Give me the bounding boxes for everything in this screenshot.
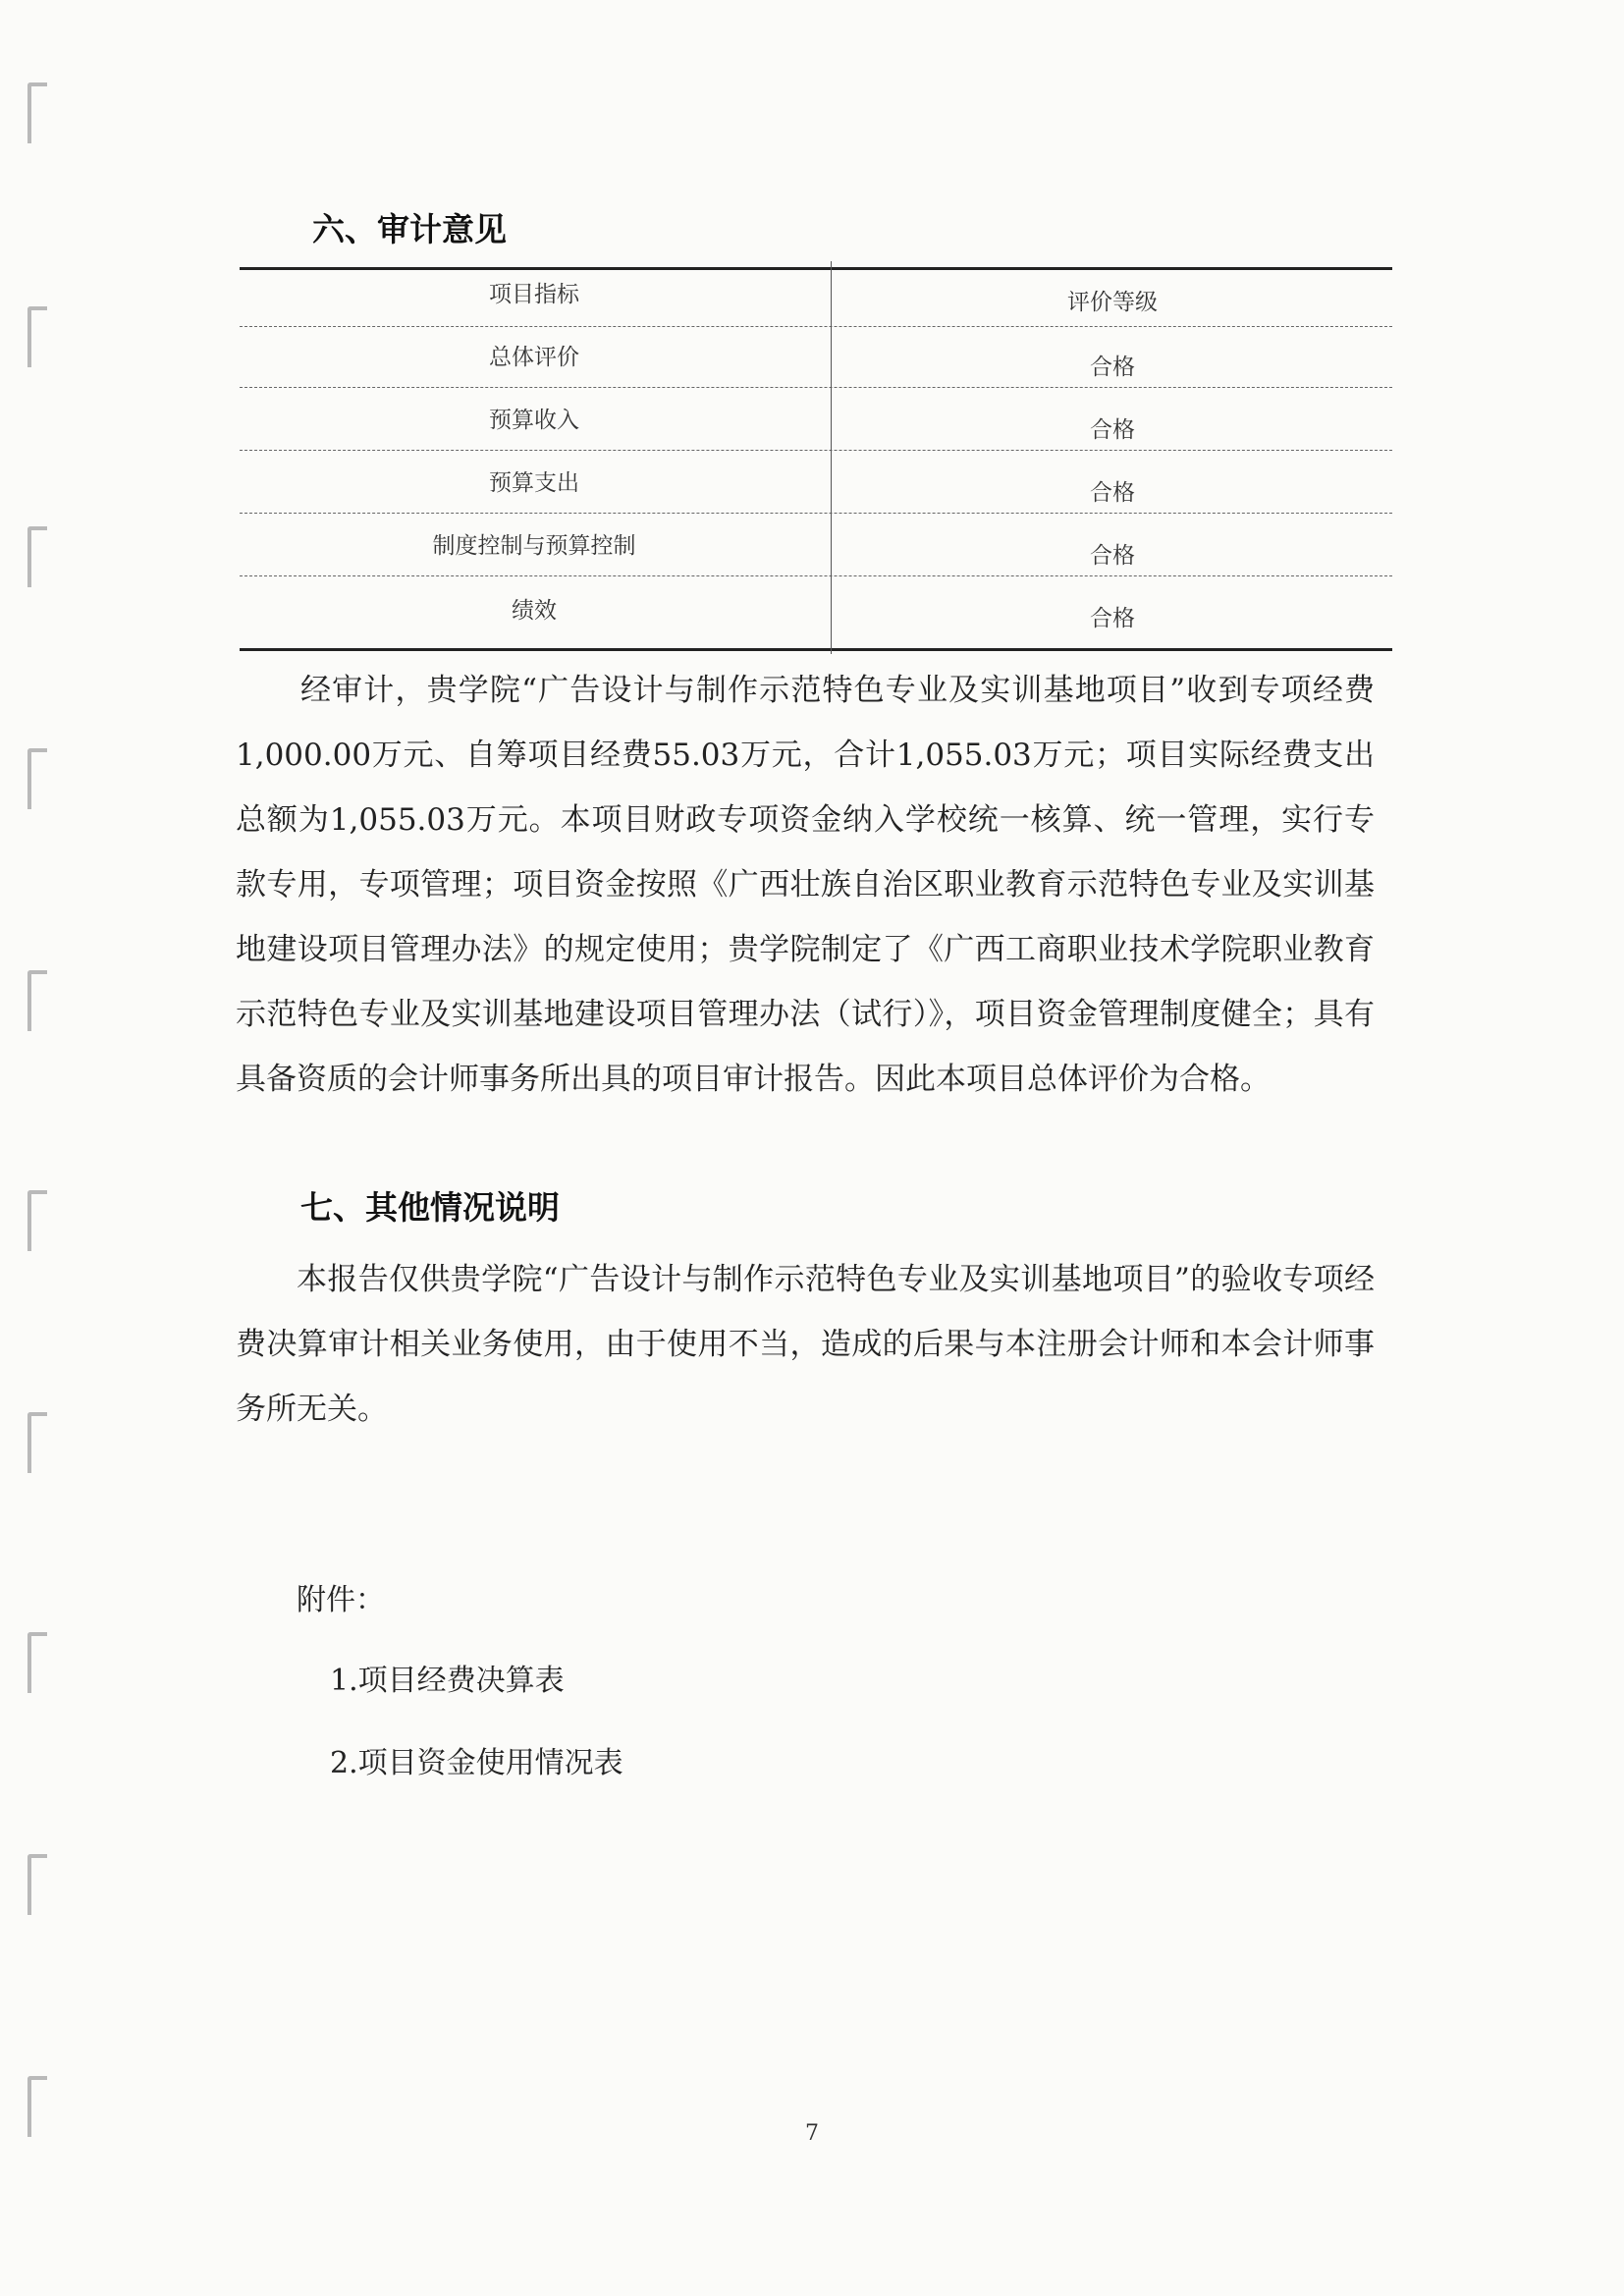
binding-mark	[27, 748, 47, 809]
binding-mark	[27, 82, 47, 143]
binding-mark	[27, 306, 47, 367]
header-indicator: 项目指标	[489, 282, 579, 307]
section7-paragraph: 本报告仅供贵学院“广告设计与制作示范特色专业及实训基地项目”的验收专项经费决算审计相关业务使用，由于使用不当，造成的后果与本注册会计师和本会计师事务所无关。	[236, 1262, 1375, 1427]
binding-mark	[27, 1632, 47, 1693]
section6-title: 六、审计意见	[312, 210, 507, 248]
binding-mark	[27, 1854, 47, 1915]
table-column-divider	[831, 261, 832, 654]
attachments-label: 附件：	[297, 1583, 385, 1617]
attachment-item: 1.项目经费决算表	[330, 1664, 565, 1698]
row-grade: 合格	[1090, 355, 1135, 380]
section6-paragraph: 经审计，贵学院“广告设计与制作示范特色专业及实训基地项目”收到专项经费1,000.00万元、自筹项目经费55.03万元，合计1,055.03万元；项目实际经费支出总额为1,055.03万元。本项目财政专项资金纳入学校统一核算、统一管理，实行专款专用，专项管理；项目资金按照《广西壮族自治区职业教育示范特色专业及实训基地建设项目管理办法》的规定使用；贵学院制定了《广西工商职业技术学院职业教育示范特色专业及实训基地建设项目管理办法（试行）》，项目资金管理制度健全；具有具备资质的会计师事务所出具的项目审计报告。因此本项目总体评价为合格。	[236, 673, 1375, 1097]
binding-mark	[27, 970, 47, 1031]
binding-mark	[27, 1412, 47, 1473]
row-grade: 合格	[1090, 417, 1135, 443]
audit-opinion-table	[240, 261, 1392, 654]
binding-mark	[27, 1190, 47, 1251]
row-grade: 合格	[1090, 480, 1135, 506]
attachment-item: 2.项目资金使用情况表	[330, 1746, 623, 1780]
row-grade: 合格	[1090, 543, 1135, 569]
header-grade: 评价等级	[1067, 290, 1158, 315]
row-indicator: 绩效	[512, 598, 557, 624]
row-grade: 合格	[1090, 606, 1135, 631]
row-indicator: 预算收入	[489, 408, 579, 433]
row-indicator: 制度控制与预算控制	[432, 533, 636, 559]
table-bottom-rule	[240, 648, 1392, 651]
row-indicator: 预算支出	[489, 470, 579, 496]
page-number: 7	[805, 2121, 819, 2146]
row-indicator: 总体评价	[489, 345, 579, 370]
section7-title: 七、其他情况说明	[300, 1188, 560, 1227]
binding-mark	[27, 526, 47, 587]
